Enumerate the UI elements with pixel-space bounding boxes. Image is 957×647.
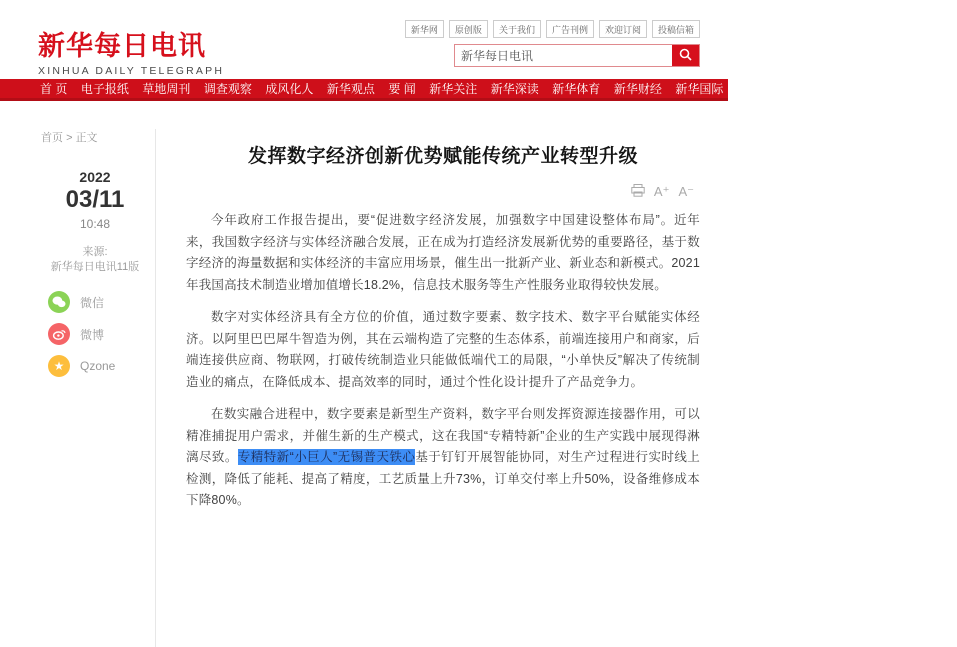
publish-year: 2022 <box>79 169 111 185</box>
share-panel <box>35 291 155 377</box>
paragraph-3-after: 基于钉钉开展智能协同，对生产过程进行实时线上检测，降低了能耗、提高了精度，工艺质量上升73%，订单交付率上升50%，设备维修成本下降80%。 <box>186 450 700 507</box>
publish-date <box>35 169 155 231</box>
nav-item[interactable]: 新华体育 <box>552 82 601 96</box>
top-link[interactable]: 投稿信箱 <box>652 20 700 38</box>
nav-item[interactable]: 调查观察 <box>203 82 252 96</box>
selected-text-highlight[interactable]: 专精特新“小巨人”无锡普天铁心 <box>237 450 416 464</box>
nav-item[interactable]: 新华财经 <box>613 82 662 96</box>
nav-item[interactable]: 新华深读 <box>490 82 539 96</box>
main-nav <box>0 79 957 101</box>
article-tools <box>186 184 694 200</box>
top-link[interactable]: 原创版 <box>449 20 488 38</box>
paragraph-3 <box>186 404 700 512</box>
font-increase-button[interactable]: A⁺ <box>653 184 670 199</box>
nav-item[interactable]: 精彩专题 <box>798 82 847 96</box>
top-link[interactable]: 欢迎订阅 <box>599 20 647 38</box>
nav-item[interactable]: 草地周刊 <box>142 82 191 96</box>
nav-item[interactable]: 看天下 <box>921 82 957 96</box>
publish-time: 10:48 <box>79 217 111 231</box>
breadcrumb-current: 正文 <box>75 132 98 144</box>
source-value: 新华每日电讯11版 <box>50 261 140 273</box>
share-label: 微博 <box>80 327 105 342</box>
font-decrease-button[interactable]: A⁻ <box>678 184 694 199</box>
nav-item[interactable]: 成风化人 <box>265 82 314 96</box>
logo-title: 新华每日电讯 <box>38 31 206 61</box>
article-main <box>156 129 700 647</box>
source-label: 来源: <box>82 246 108 258</box>
share-qzone[interactable] <box>48 355 155 377</box>
publish-day: 03/11 <box>65 186 125 213</box>
search-icon <box>679 48 692 64</box>
search-input[interactable] <box>455 45 672 66</box>
share-label: Qzone <box>80 359 116 373</box>
top-link[interactable]: 新华网 <box>405 20 444 38</box>
nav-item[interactable]: 新华融媒 <box>736 82 785 96</box>
article-sidebar <box>35 129 156 647</box>
paragraph-3-before: 在数实融合进程中，数字要素是新型生产资料，数字平台则发挥资源连接器作用，可以精准捕捉用户需求，并催生新的生产模式，这在我国“专精特新”企业的生产实践中展现得淋漓尽致。 <box>186 407 700 464</box>
nav-item[interactable]: 首 页 <box>40 82 68 96</box>
breadcrumb-home[interactable]: 首页 <box>41 132 63 144</box>
top-link[interactable]: 关于我们 <box>493 20 541 38</box>
nav-item[interactable]: 电子报纸 <box>80 82 129 96</box>
nav-item[interactable]: 要 闻 <box>388 82 416 96</box>
share-wechat[interactable] <box>48 291 155 313</box>
paragraph-1: 今年政府工作报告提出，要“促进数字经济发展，加强数字中国建设整体布局”。近年来，我国数字经济与实体经济融合发展，正在成为打造经济发展新优势的重要路径，基于数字经济的海量数据和实体经济的丰富应用场景，催生出一批新产业、新业态和新模式。2021年我国高技术制造业增加值增长18.2%，信息技术服务等生产性服务业取得较快发展。 <box>186 213 700 292</box>
search-bar <box>454 44 700 67</box>
search-button[interactable] <box>672 45 699 66</box>
article-title: 发挥数字经济创新优势赋能传统产业转型升级 <box>247 146 638 167</box>
article-body <box>186 210 700 512</box>
logo-subtitle: XINHUA DAILY TELEGRAPH <box>38 65 225 77</box>
site-logo[interactable] <box>38 24 224 77</box>
wechat-icon <box>48 291 70 313</box>
share-label: 微信 <box>80 295 105 310</box>
site-header <box>0 0 728 79</box>
share-weibo[interactable] <box>48 323 155 345</box>
weibo-icon <box>48 323 70 345</box>
article-source <box>35 245 155 275</box>
paragraph-2: 数字对实体经济具有全方位的价值，通过数字要素、数字技术、数字平台赋能实体经济。以阿里巴巴犀牛智造为例，其在云端构造了完整的生态体系，前端连接用户和商家，后端连接供应商、物联网，打破传统制造业只能做低端代工的局限，“小单快反”解决了传统制造业的痛点，在降低成本、提高效率的同时，通过个性化设计提升了产品竞争力。 <box>186 310 700 389</box>
nav-item[interactable]: 新华观点 <box>326 82 375 96</box>
nav-item[interactable]: 医卫健康 <box>859 82 908 96</box>
nav-item[interactable]: 新华国际 <box>675 82 724 96</box>
nav-item[interactable]: 新华关注 <box>429 82 478 96</box>
qzone-star-icon: ★ <box>48 355 70 377</box>
breadcrumb-separator: > <box>66 132 73 144</box>
top-links <box>410 20 700 38</box>
print-icon[interactable] <box>631 184 645 200</box>
top-link[interactable]: 广告刊例 <box>546 20 594 38</box>
breadcrumb <box>35 129 155 145</box>
